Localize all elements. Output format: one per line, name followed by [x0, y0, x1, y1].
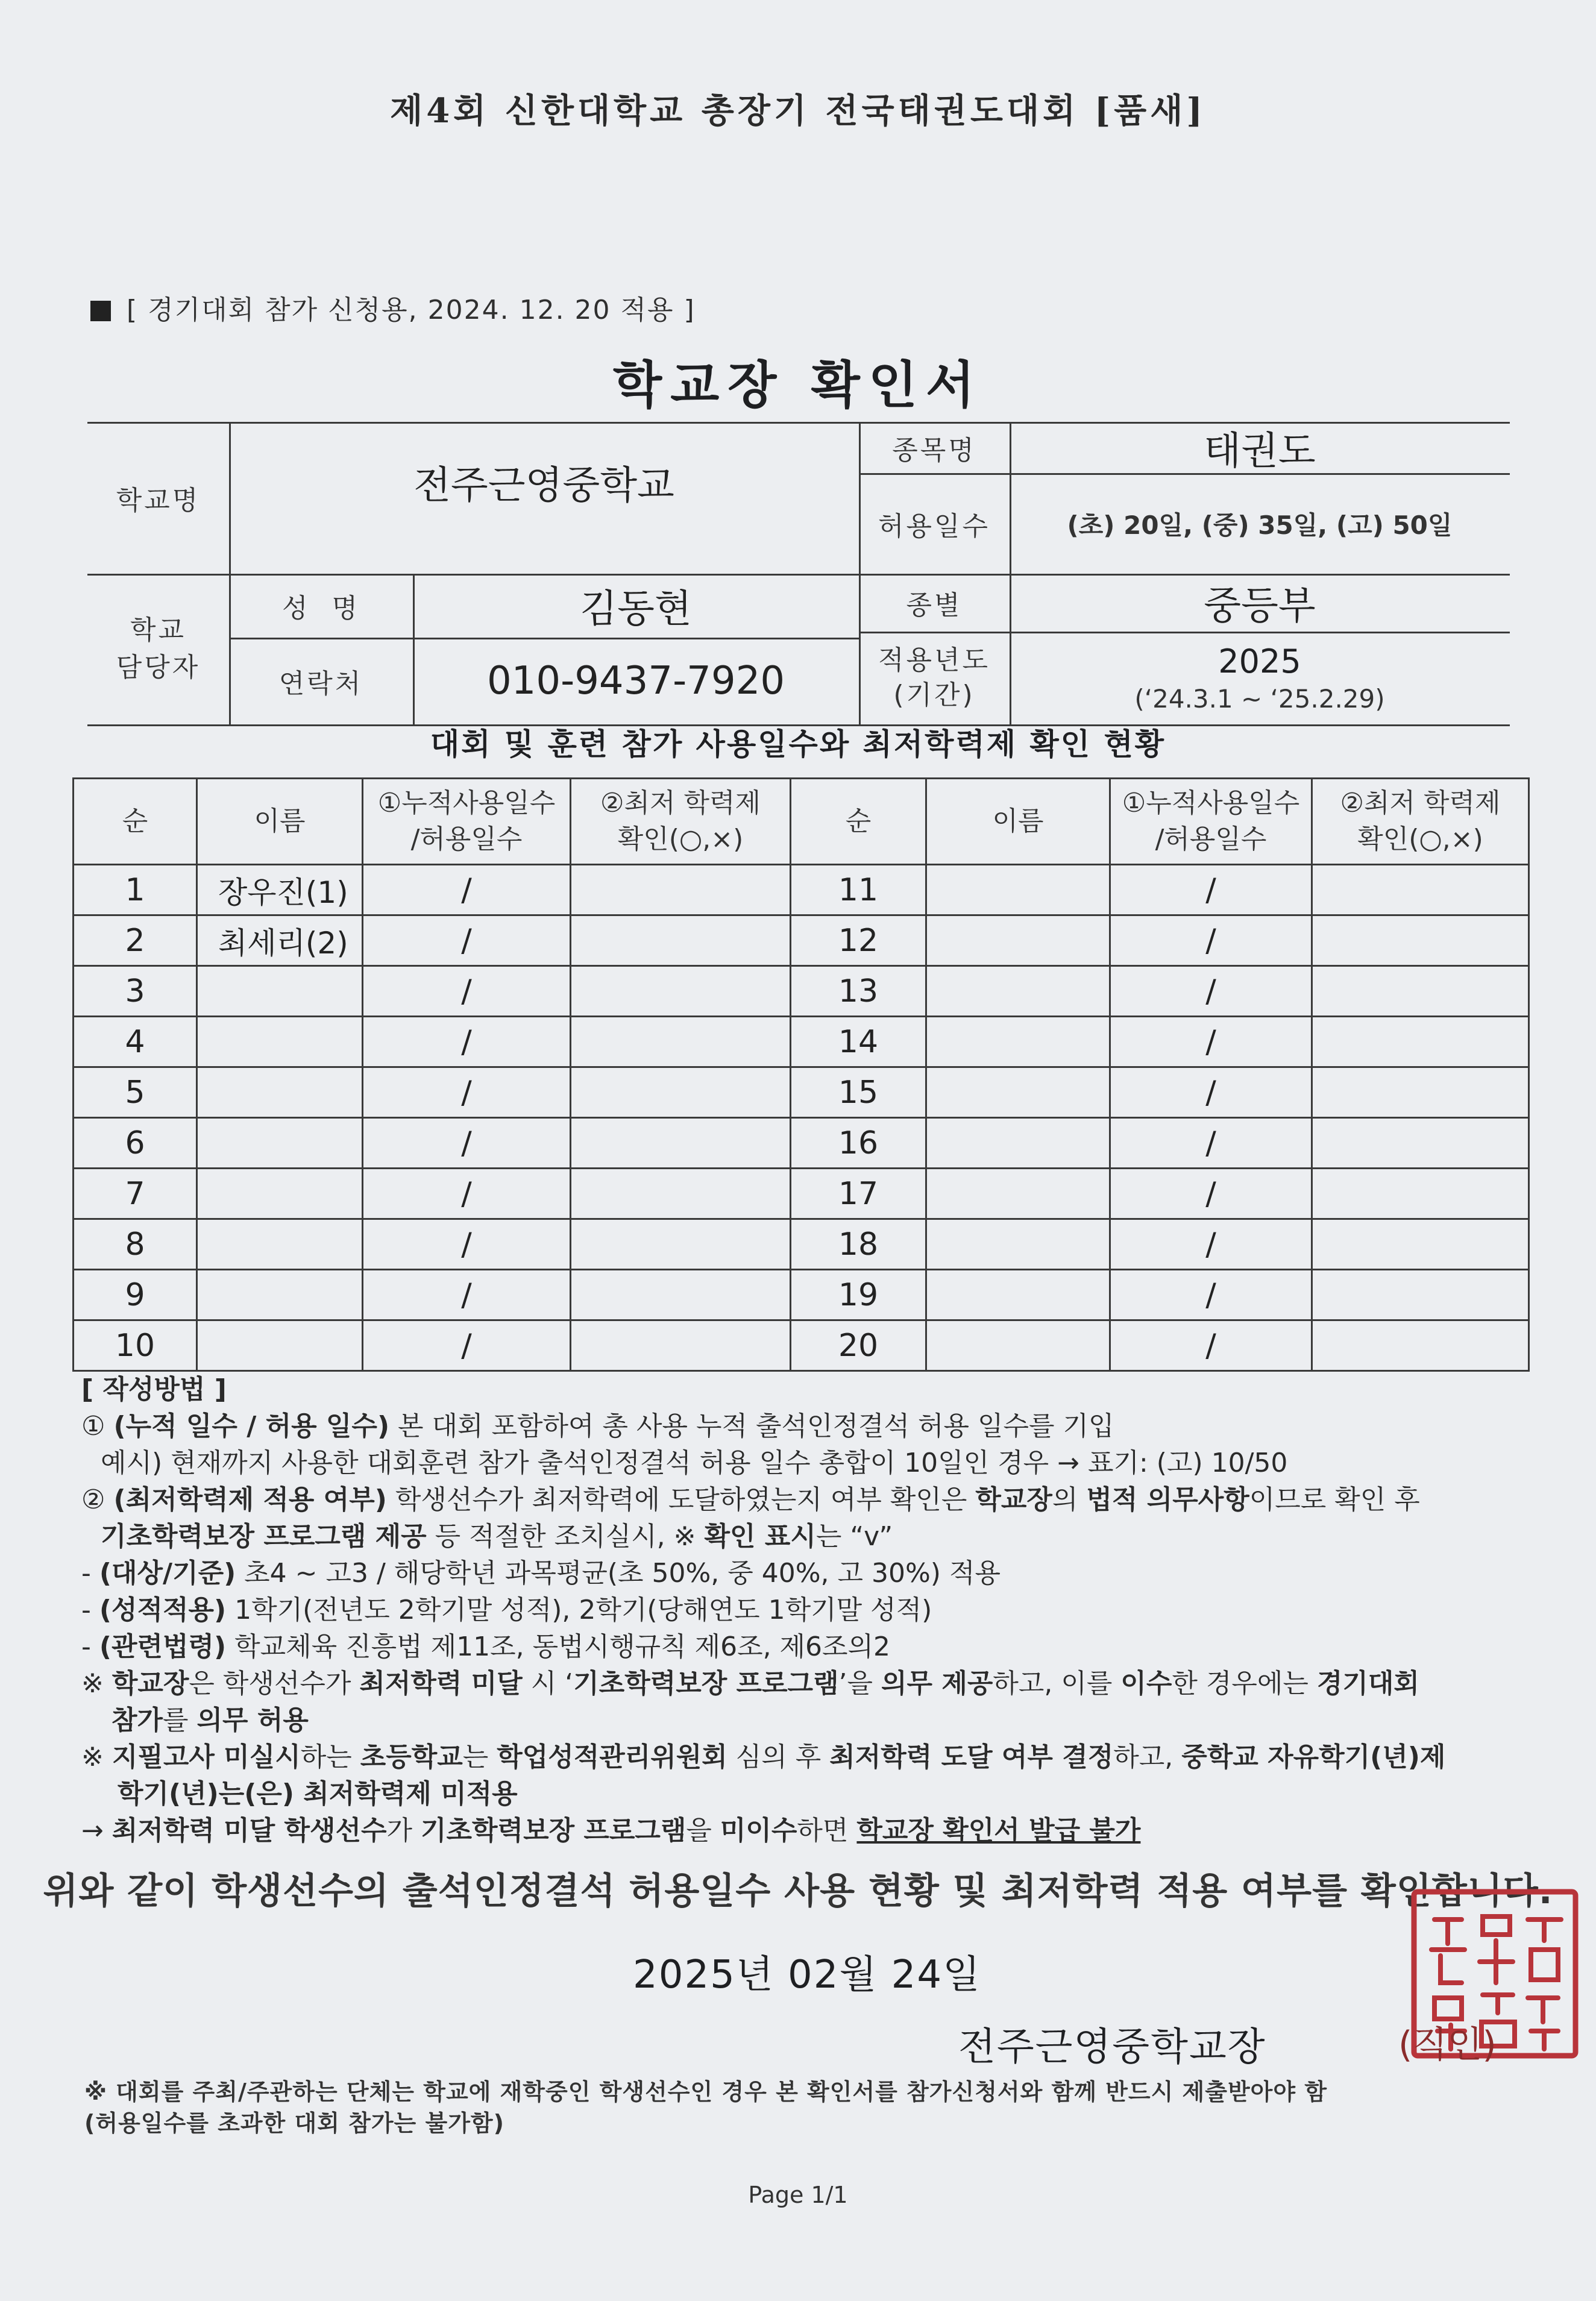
name-label: 성 명: [282, 593, 360, 624]
row-check: [571, 1017, 791, 1067]
table-row: [74, 1169, 791, 1219]
confirm-statement: 위와 같이 학생선수의 출석인정결석 허용일수 사용 현황 및 최저학력 적용 여부를 확인합니다.: [43, 1870, 1553, 1912]
method-line-1: ① (누적 일수 / 허용 일수) 본 대회 포함하여 총 사용 누적 출석인정결석 허용 일수를 기입: [81, 1411, 1114, 1442]
row-name: 최세리(2): [197, 915, 363, 966]
row-days: /: [363, 966, 571, 1017]
row-check: [1312, 915, 1529, 966]
method-heading: [ 작성방법 ]: [81, 1374, 227, 1405]
row-name: [926, 1169, 1110, 1219]
row-number: 3: [74, 966, 197, 1017]
method-line-7: - (관련법령) 학교체육 진흥법 제11조, 동법시행규칙 제6조, 제6조의2: [81, 1631, 891, 1662]
row-days: /: [363, 1219, 571, 1270]
row-name: 장우진(1): [197, 865, 363, 915]
row-days: /: [363, 865, 571, 915]
row-name: [197, 1219, 363, 1270]
method-line-4: 기초학력보장 프로그램 제공 등 적절한 조치실시, ※ 확인 표시는 “v”: [101, 1521, 893, 1552]
row-check: [1312, 1067, 1529, 1118]
row-name: [197, 1067, 363, 1118]
row-number: 18: [791, 1219, 926, 1270]
year-period: (‘24.3.1 ~ ‘25.2.29): [1134, 684, 1385, 714]
row-name: [197, 1169, 363, 1219]
row-name: [926, 1017, 1110, 1067]
col-name-header: 이름: [926, 779, 1110, 865]
row-days: /: [363, 1118, 571, 1169]
division-value: 중등부: [1204, 584, 1316, 629]
row-check: [571, 1270, 791, 1320]
row-days: /: [363, 915, 571, 966]
footnote: ※ 대회를 주최/주관하는 단체는 학교에 재학중인 학생선수인 경우 본 확인서를 참가신청서와 함께 반드시 제출받아야 함 (허용일수를 초과한 대회 참가는 불가함): [84, 2079, 1328, 2136]
table-row: [791, 1219, 1529, 1270]
col-no-header: 순: [791, 779, 926, 865]
row-days: /: [1110, 1017, 1312, 1067]
document-title: 학교장 확인서: [612, 356, 984, 415]
row-check: [571, 1169, 791, 1219]
row-check: [1312, 865, 1529, 915]
table-row: [791, 1017, 1529, 1067]
table-row: [74, 1270, 791, 1320]
seal-mark-text: (직인): [1398, 2024, 1497, 2066]
row-name: [197, 1320, 363, 1371]
row-check: [1312, 1219, 1529, 1270]
method-line-11: 학기(년)는(은) 최저학력제 미적용: [118, 1778, 518, 1809]
row-number: 6: [74, 1118, 197, 1169]
method-line-9: 참가를 의무 허용: [112, 1705, 309, 1736]
col-name-header: 이름: [197, 779, 363, 865]
row-name: [926, 915, 1110, 966]
division-label: 종별: [906, 590, 963, 621]
table-row: [791, 1169, 1529, 1219]
row-check: [1312, 1320, 1529, 1371]
event-value: 태권도: [1204, 428, 1316, 474]
apply-note: [90, 288, 696, 327]
row-name: [197, 1017, 363, 1067]
table-row: [74, 1118, 791, 1169]
method-line-12: → 최저학력 미달 학생선수가 기초학력보장 프로그램을 미이수하면 학교장 확인서 발급 불가: [81, 1815, 1141, 1846]
row-name: [197, 966, 363, 1017]
table-row: [74, 1067, 791, 1118]
row-name: [926, 966, 1110, 1017]
row-name: [926, 1118, 1110, 1169]
row-check: [571, 966, 791, 1017]
row-days: /: [363, 1320, 571, 1371]
manager-name-value: 김동현: [580, 587, 692, 632]
method-line-10: ※ 지필고사 미실시하는 초등학교는 학업성적관리위원회 심의 후 최저학력 도달 여부 결정하고, 중학교 자유학기(년)제: [81, 1742, 1446, 1772]
year-label: 적용년도 (기간): [878, 645, 990, 711]
apply-note-text: [ 경기대회 참가 신청용, 2024. 12. 20 적용 ]: [127, 295, 696, 325]
year-value: 2025: [1218, 642, 1301, 680]
table-row: [791, 865, 1529, 915]
school-label: 학교명: [116, 485, 201, 516]
method-line-6: - (성적적용) 1학기(전년도 2학기말 성적), 2학기(당해연도 1학기말 성적): [81, 1595, 932, 1625]
row-days: /: [1110, 915, 1312, 966]
allow-days-label: 허용일수: [878, 510, 990, 542]
row-days: /: [1110, 865, 1312, 915]
row-name: [926, 1320, 1110, 1371]
method-line-5: - (대상/기준) 초4 ~ 고3 / 해당학년 과목평균(초 50%, 중 40%, 고 30%) 적용: [81, 1558, 1001, 1589]
row-number: 14: [791, 1017, 926, 1067]
event-label: 종목명: [892, 435, 976, 466]
col-no-header: 순: [74, 779, 197, 865]
row-number: 4: [74, 1017, 197, 1067]
row-check: [571, 1067, 791, 1118]
allow-days-value: (초) 20일, (중) 35일, (고) 50일: [1067, 510, 1453, 540]
table-row: [74, 966, 791, 1017]
table-row: [791, 1118, 1529, 1169]
row-number: 13: [791, 966, 926, 1017]
row-number: 19: [791, 1270, 926, 1320]
principal-name: 전주근영중학교장: [958, 2025, 1266, 2070]
row-name: [926, 865, 1110, 915]
row-name: [926, 1067, 1110, 1118]
row-check: [571, 915, 791, 966]
row-name: [926, 1219, 1110, 1270]
row-number: 16: [791, 1118, 926, 1169]
attendance-table-right: [790, 777, 1530, 1372]
row-days: /: [1110, 1067, 1312, 1118]
row-check: [1312, 1017, 1529, 1067]
table-row: [74, 1320, 791, 1371]
table-row: [791, 1320, 1529, 1371]
row-days: /: [1110, 1270, 1312, 1320]
row-check: [1312, 966, 1529, 1017]
table-row: [74, 1017, 791, 1067]
row-number: 7: [74, 1169, 197, 1219]
attendance-table-left: [72, 777, 791, 1372]
row-number: 10: [74, 1320, 197, 1371]
row-days: /: [363, 1017, 571, 1067]
row-name: [926, 1270, 1110, 1320]
row-check: [571, 1219, 791, 1270]
contact-value: 010-9437-7920: [486, 659, 785, 703]
row-check: [1312, 1270, 1529, 1320]
manager-label: 학교 담당자: [116, 615, 201, 683]
section-title: 대회 및 훈련 참가 사용일수와 최저학력제 확인 현황: [430, 727, 1166, 762]
row-check: [571, 865, 791, 915]
row-number: 1: [74, 865, 197, 915]
row-number: 15: [791, 1067, 926, 1118]
col-check-header: ②최저 학력제 확인(○,×): [571, 779, 791, 865]
table-row: [74, 865, 791, 915]
table-row: [791, 1067, 1529, 1118]
table-row: [74, 915, 791, 966]
row-number: 5: [74, 1067, 197, 1118]
issue-date: 2025년 02월 24일: [633, 1953, 981, 1997]
row-number: 9: [74, 1270, 197, 1320]
row-days: /: [363, 1169, 571, 1219]
competition-title: 제4회 신한대학교 총장기 전국태권도대회 [품새]: [390, 91, 1206, 131]
row-number: 17: [791, 1169, 926, 1219]
contact-label: 연락처: [278, 668, 363, 699]
row-check: [571, 1118, 791, 1169]
col-days-header: ①누적사용일수 /허용일수: [1110, 779, 1312, 865]
row-number: 20: [791, 1320, 926, 1371]
page-number: Page 1/1: [748, 2182, 848, 2208]
row-name: [197, 1270, 363, 1320]
row-days: /: [1110, 1219, 1312, 1270]
method-line-3: ② (최저학력제 적용 여부) 학생선수가 최저학력에 도달하였는지 여부 확인은 학교장의 법적 의무사항이므로 확인 후: [81, 1484, 1420, 1515]
col-days-header: ①누적사용일수 /허용일수: [363, 779, 571, 865]
row-days: /: [363, 1270, 571, 1320]
col-check-header: ②최저 학력제 확인(○,×): [1312, 779, 1529, 865]
row-check: [1312, 1118, 1529, 1169]
square-bullet-icon: [90, 301, 111, 321]
school-value: 전주근영중학교: [413, 463, 674, 508]
row-days: /: [1110, 1169, 1312, 1219]
row-number: 8: [74, 1219, 197, 1270]
table-row: [791, 966, 1529, 1017]
table-row: [791, 915, 1529, 966]
method-line-8: ※ 학교장은 학생선수가 최저학력 미달 시 ‘기초학력보장 프로그램’을 의무 제공하고, 이를 이수한 경우에는 경기대회: [81, 1668, 1419, 1699]
row-number: 2: [74, 915, 197, 966]
row-name: [197, 1118, 363, 1169]
table-row: [791, 1270, 1529, 1320]
row-number: 11: [791, 865, 926, 915]
row-days: /: [1110, 1320, 1312, 1371]
row-days: /: [363, 1067, 571, 1118]
writing-method: [81, 1371, 1552, 1849]
row-check: [571, 1320, 791, 1371]
method-line-2: 예시) 현재까지 사용한 대회훈련 참가 출석인정결석 허용 일수 총합이 10일인 경우 → 표기: (고) 10/50: [101, 1448, 1288, 1478]
info-table: [87, 422, 1510, 726]
row-days: /: [1110, 966, 1312, 1017]
table-row: [74, 1219, 791, 1270]
row-check: [1312, 1169, 1529, 1219]
row-days: /: [1110, 1118, 1312, 1169]
row-number: 12: [791, 915, 926, 966]
year-cell: [1010, 632, 1510, 724]
